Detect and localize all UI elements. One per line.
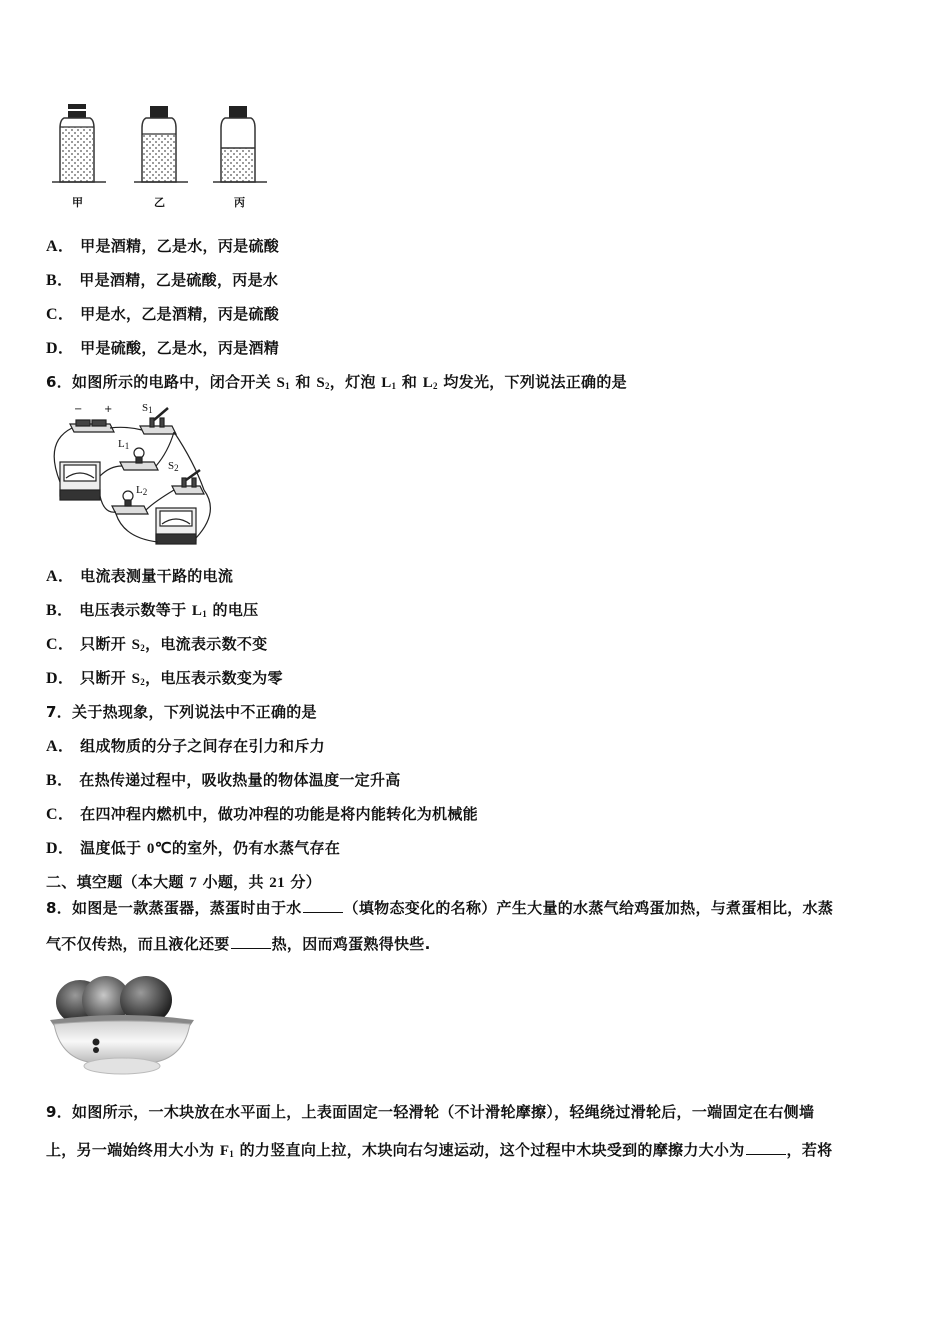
question-text: 上，另一端始终用大小为 xyxy=(46,1141,220,1159)
q6-option-d xyxy=(46,668,283,692)
total-points: 21 xyxy=(269,875,285,891)
option-letter: A． xyxy=(46,738,75,755)
heading-text: 分） xyxy=(284,873,322,891)
q5-option-d xyxy=(46,338,279,359)
bulb-l1-label: $L_1$ xyxy=(118,438,130,451)
egg-steamer-image xyxy=(44,964,200,1080)
option-text: 甲是水，乙是酒精，丙是硫酸 xyxy=(80,305,280,323)
symbol-s2: $S_2$ xyxy=(131,671,146,687)
switch-s2-label: $S_2$ xyxy=(168,460,179,473)
switch-s1-label: $S_1$ xyxy=(142,402,153,415)
symbol-l2: $L_2$ xyxy=(422,375,438,391)
stem-text: 均发光，下列说法正确的是 xyxy=(437,373,627,391)
symbol-s2: $S_2$ xyxy=(131,637,146,653)
option-letter: A． xyxy=(46,568,75,585)
option-text: 甲是硫酸，乙是水，丙是酒精 xyxy=(80,339,280,357)
bottles-figure xyxy=(46,98,272,214)
option-text: 组成物质的分子之间存在引力和斥力 xyxy=(80,737,325,755)
option-text: 的室外，仍有水蒸气存在 xyxy=(171,839,341,857)
bottle-label-yi: 乙 xyxy=(154,196,165,209)
bottle-label-bing: 丙 xyxy=(234,196,245,209)
section-heading-fill-in xyxy=(46,872,321,893)
battery-minus-label: − xyxy=(74,404,83,415)
battery-plus-label: + xyxy=(104,404,113,415)
question-number: 6． xyxy=(46,373,73,391)
option-text: ，电压表示数变为零 xyxy=(145,669,283,687)
question-text: 气不仅传热，而且液化还要 xyxy=(46,935,230,953)
q5-option-b xyxy=(46,270,278,291)
option-text: 甲是酒精，乙是硫酸，丙是水 xyxy=(79,271,279,289)
question-text: 的力竖直向上拉，木块向右匀速运动，这个过程中木块受到的摩擦力大小为 xyxy=(234,1141,745,1159)
answer-blank-1[interactable] xyxy=(303,898,343,913)
circuit-figure xyxy=(44,402,220,548)
bottle-label-jia: 甲 xyxy=(72,196,83,209)
option-text: 电流表测量干路的电流 xyxy=(80,567,234,585)
option-letter: B． xyxy=(46,772,74,789)
question-text: 热，因而鸡蛋熟得快些. xyxy=(271,935,431,953)
option-letter: B． xyxy=(46,272,74,289)
q6-option-c xyxy=(46,634,267,658)
q6-option-a xyxy=(46,566,233,587)
symbol-l1: $L_1$ xyxy=(191,603,208,619)
answer-blank-2[interactable] xyxy=(231,934,271,949)
q7-stem: 7．关于热现象，下列说法中不正确的是 xyxy=(46,703,317,721)
symbol-f1: $F_1$ xyxy=(219,1143,235,1159)
option-text: 在热传递过程中，吸收热量的物体温度一定升高 xyxy=(79,771,401,789)
option-letter: A． xyxy=(46,238,75,255)
option-letter: C． xyxy=(46,306,75,323)
question-text: ，若将 xyxy=(786,1141,833,1159)
egg-steamer-illustration xyxy=(44,964,200,1080)
stem-text: 和 xyxy=(289,373,317,391)
option-letter: C． xyxy=(46,636,75,653)
symbol-s1: $S_1$ xyxy=(276,375,290,391)
q8-line-2 xyxy=(46,934,431,954)
option-text: 电压表示数等于 xyxy=(79,601,192,619)
circuit-diagram xyxy=(44,402,220,548)
option-text: 甲是酒精，乙是水，丙是硫酸 xyxy=(80,237,280,255)
option-text: ，电流表示数不变 xyxy=(145,635,268,653)
q9-line-1: 9．如图所示，一木块放在水平面上，上表面固定一轻滑轮（不计滑轮摩擦），轻绳绕过滑轮后，一端固定在右侧墙 xyxy=(46,1103,815,1121)
stem-text: 和 xyxy=(396,373,423,391)
heading-text: 小题，共 xyxy=(197,873,270,891)
answer-blank-friction[interactable] xyxy=(746,1140,786,1155)
q6-stem xyxy=(46,372,627,396)
option-text: 的电压 xyxy=(207,601,259,619)
option-text: 温度低于 xyxy=(80,839,147,857)
heading-text: 二、填空题（本大题 xyxy=(46,873,190,891)
q9-line-2 xyxy=(46,1140,832,1164)
option-letter: C． xyxy=(46,806,75,823)
option-letter: B． xyxy=(46,602,74,619)
option-letter: D． xyxy=(46,670,75,687)
q6-option-b xyxy=(46,600,258,624)
q7-option-b xyxy=(46,770,401,791)
q7-option-a xyxy=(46,736,325,757)
symbol-l1: $L_1$ xyxy=(381,375,397,391)
q7-option-c xyxy=(46,804,478,825)
temperature-value: 0℃ xyxy=(146,841,172,857)
q5-option-c xyxy=(46,304,279,325)
stem-text: ，灯泡 xyxy=(329,373,382,391)
option-letter: D． xyxy=(46,340,75,357)
symbol-s2: $S_2$ xyxy=(316,375,330,391)
question-text: 8．如图是一款蒸蛋器，蒸蛋时由于水 xyxy=(46,899,302,917)
stem-text: 如图所示的电路中，闭合开关 xyxy=(72,373,277,391)
question-text: （填物态变化的名称）产生大量的水蒸气给鸡蛋加热，与煮蛋相比，水蒸 xyxy=(343,899,834,917)
option-letter: D． xyxy=(46,840,75,857)
option-text: 在四冲程内燃机中，做功冲程的功能是将内能转化为机械能 xyxy=(80,805,478,823)
q8-line-1 xyxy=(46,898,833,918)
bulb-l2-label: $L_2$ xyxy=(136,484,148,497)
option-text: 只断开 xyxy=(80,635,132,653)
q7-option-d xyxy=(46,838,340,859)
q5-option-a xyxy=(46,236,279,257)
question-count: 7 xyxy=(189,875,198,891)
option-text: 只断开 xyxy=(80,669,132,687)
